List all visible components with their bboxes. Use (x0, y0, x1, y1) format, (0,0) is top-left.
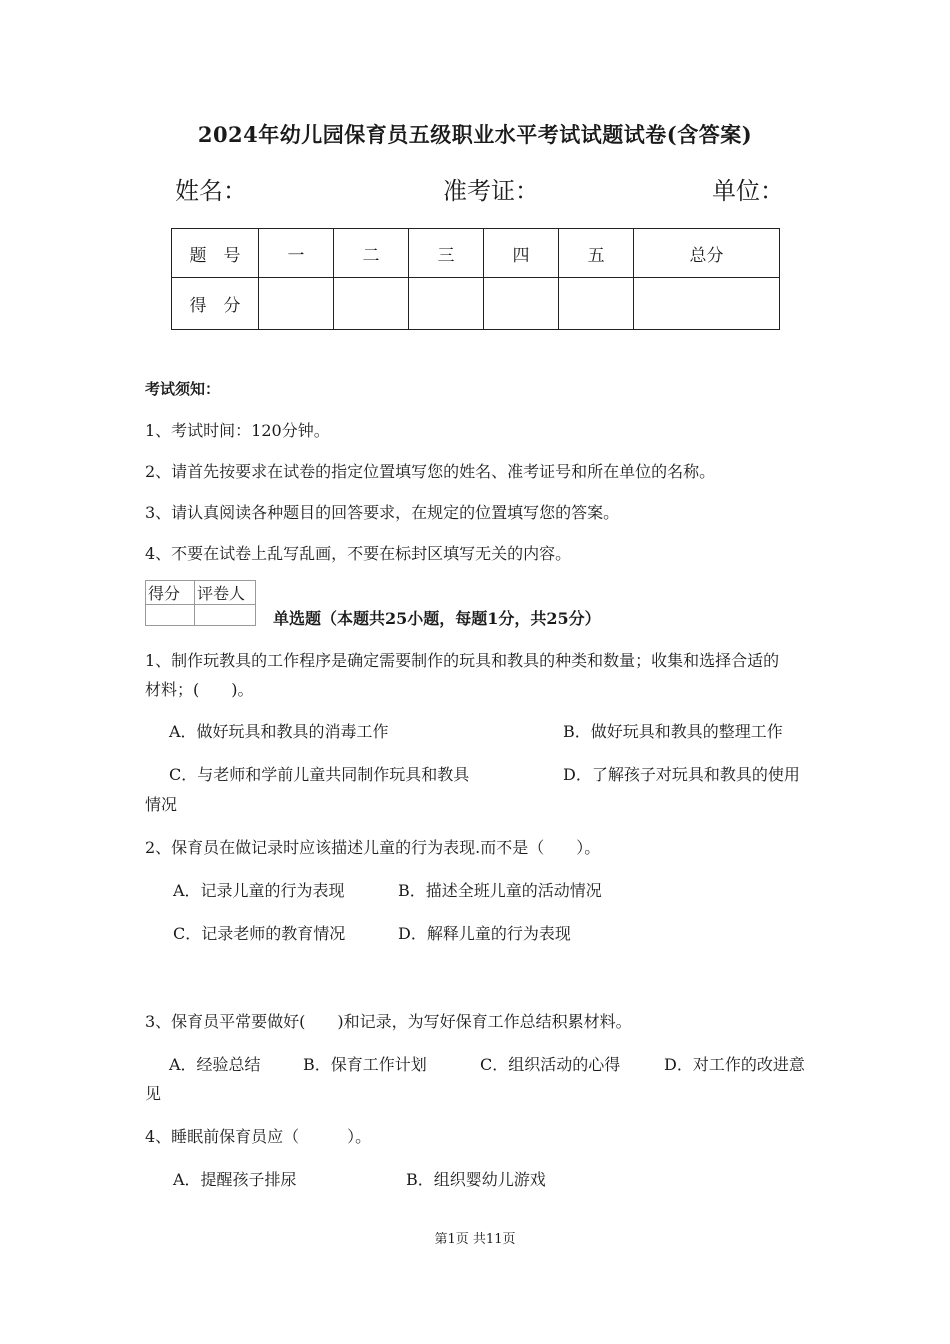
option-c[interactable]: C．组织活动的心得 (480, 1055, 621, 1074)
grader-score-cell[interactable] (146, 605, 195, 626)
score-cell-empty[interactable] (484, 278, 559, 330)
question-stem: 3、保育员平常要做好( )和记录，为写好保育工作总结积累材料。 (145, 1012, 632, 1031)
document-title: 2024年幼儿园保育员五级职业水平考试试题试卷(含答案) (197, 122, 753, 147)
score-header-cell: 一 (259, 229, 334, 278)
option-a[interactable]: A．提醒孩子排尿 (173, 1170, 297, 1189)
option-d-wrap: 情况 (145, 795, 178, 814)
notice-item: 4、不要在试卷上乱写乱画，不要在标封区填写无关的内容。 (145, 544, 572, 563)
question-stem: 1、制作玩教具的工作程序是确定需要制作的玩具和教具的种类和数量；收集和选择合适的 (145, 651, 780, 670)
score-header-cell: 三 (409, 229, 484, 278)
score-cell-empty[interactable] (634, 278, 780, 330)
score-header-cell: 题 号 (172, 229, 259, 278)
option-a[interactable]: A．记录儿童的行为表现 (173, 881, 345, 900)
score-header-cell: 四 (484, 229, 559, 278)
score-row-label: 得 分 (172, 278, 259, 330)
option-b[interactable]: B．保育工作计划 (303, 1055, 427, 1074)
option-d[interactable]: D．了解孩子对玩具和教具的使用 (563, 765, 800, 784)
unit-field-label: 单位： (712, 177, 784, 205)
grader-box (145, 580, 256, 626)
question-stem: 2、保育员在做记录时应该描述儿童的行为表现.而不是（ ）。 (145, 838, 601, 857)
notice-heading: 考试须知： (145, 380, 221, 398)
option-c[interactable]: C．与老师和学前儿童共同制作玩具和教具 (169, 765, 470, 784)
score-table-header-row (172, 229, 780, 278)
option-b[interactable]: B．做好玩具和教具的整理工作 (563, 722, 783, 741)
section-title: 单选题（本题共25小题，每题1分，共25分） (273, 609, 601, 628)
option-d-wrap: 见 (145, 1084, 162, 1103)
notice-item: 1、考试时间：120分钟。 (145, 421, 330, 440)
score-header-cell: 总分 (634, 229, 780, 278)
question-stem-continued: 材料；( )。 (145, 680, 254, 699)
score-cell-empty[interactable] (559, 278, 634, 330)
score-header-cell: 五 (559, 229, 634, 278)
option-a[interactable]: A．经验总结 (169, 1055, 261, 1074)
grader-name-cell[interactable] (195, 605, 256, 626)
notice-item: 3、请认真阅读各种题目的回答要求，在规定的位置填写您的答案。 (145, 503, 620, 522)
option-b[interactable]: B．组织婴幼儿游戏 (406, 1170, 546, 1189)
question-stem: 4、睡眠前保育员应（ ）。 (145, 1127, 372, 1146)
page-footer: 第1页 共11页 (434, 1232, 516, 1247)
score-table-score-row (172, 278, 780, 330)
option-d[interactable]: D．对工作的改进意 (664, 1055, 805, 1074)
score-table (171, 228, 780, 330)
grader-score-label: 得分 (146, 581, 195, 605)
option-b[interactable]: B．描述全班儿童的活动情况 (398, 881, 602, 900)
option-d[interactable]: D．解释儿童的行为表现 (398, 924, 571, 943)
option-a[interactable]: A．做好玩具和教具的消毒工作 (169, 722, 389, 741)
score-header-cell: 二 (334, 229, 409, 278)
notice-item: 2、请首先按要求在试卷的指定位置填写您的姓名、准考证号和所在单位的名称。 (145, 462, 716, 481)
exam-id-field-label: 准考证： (443, 177, 539, 205)
score-cell-empty[interactable] (259, 278, 334, 330)
name-field-label: 姓名： (175, 177, 247, 205)
option-c[interactable]: C．记录老师的教育情况 (173, 924, 346, 943)
score-cell-empty[interactable] (334, 278, 409, 330)
score-cell-empty[interactable] (409, 278, 484, 330)
grader-name-label: 评卷人 (195, 581, 256, 605)
